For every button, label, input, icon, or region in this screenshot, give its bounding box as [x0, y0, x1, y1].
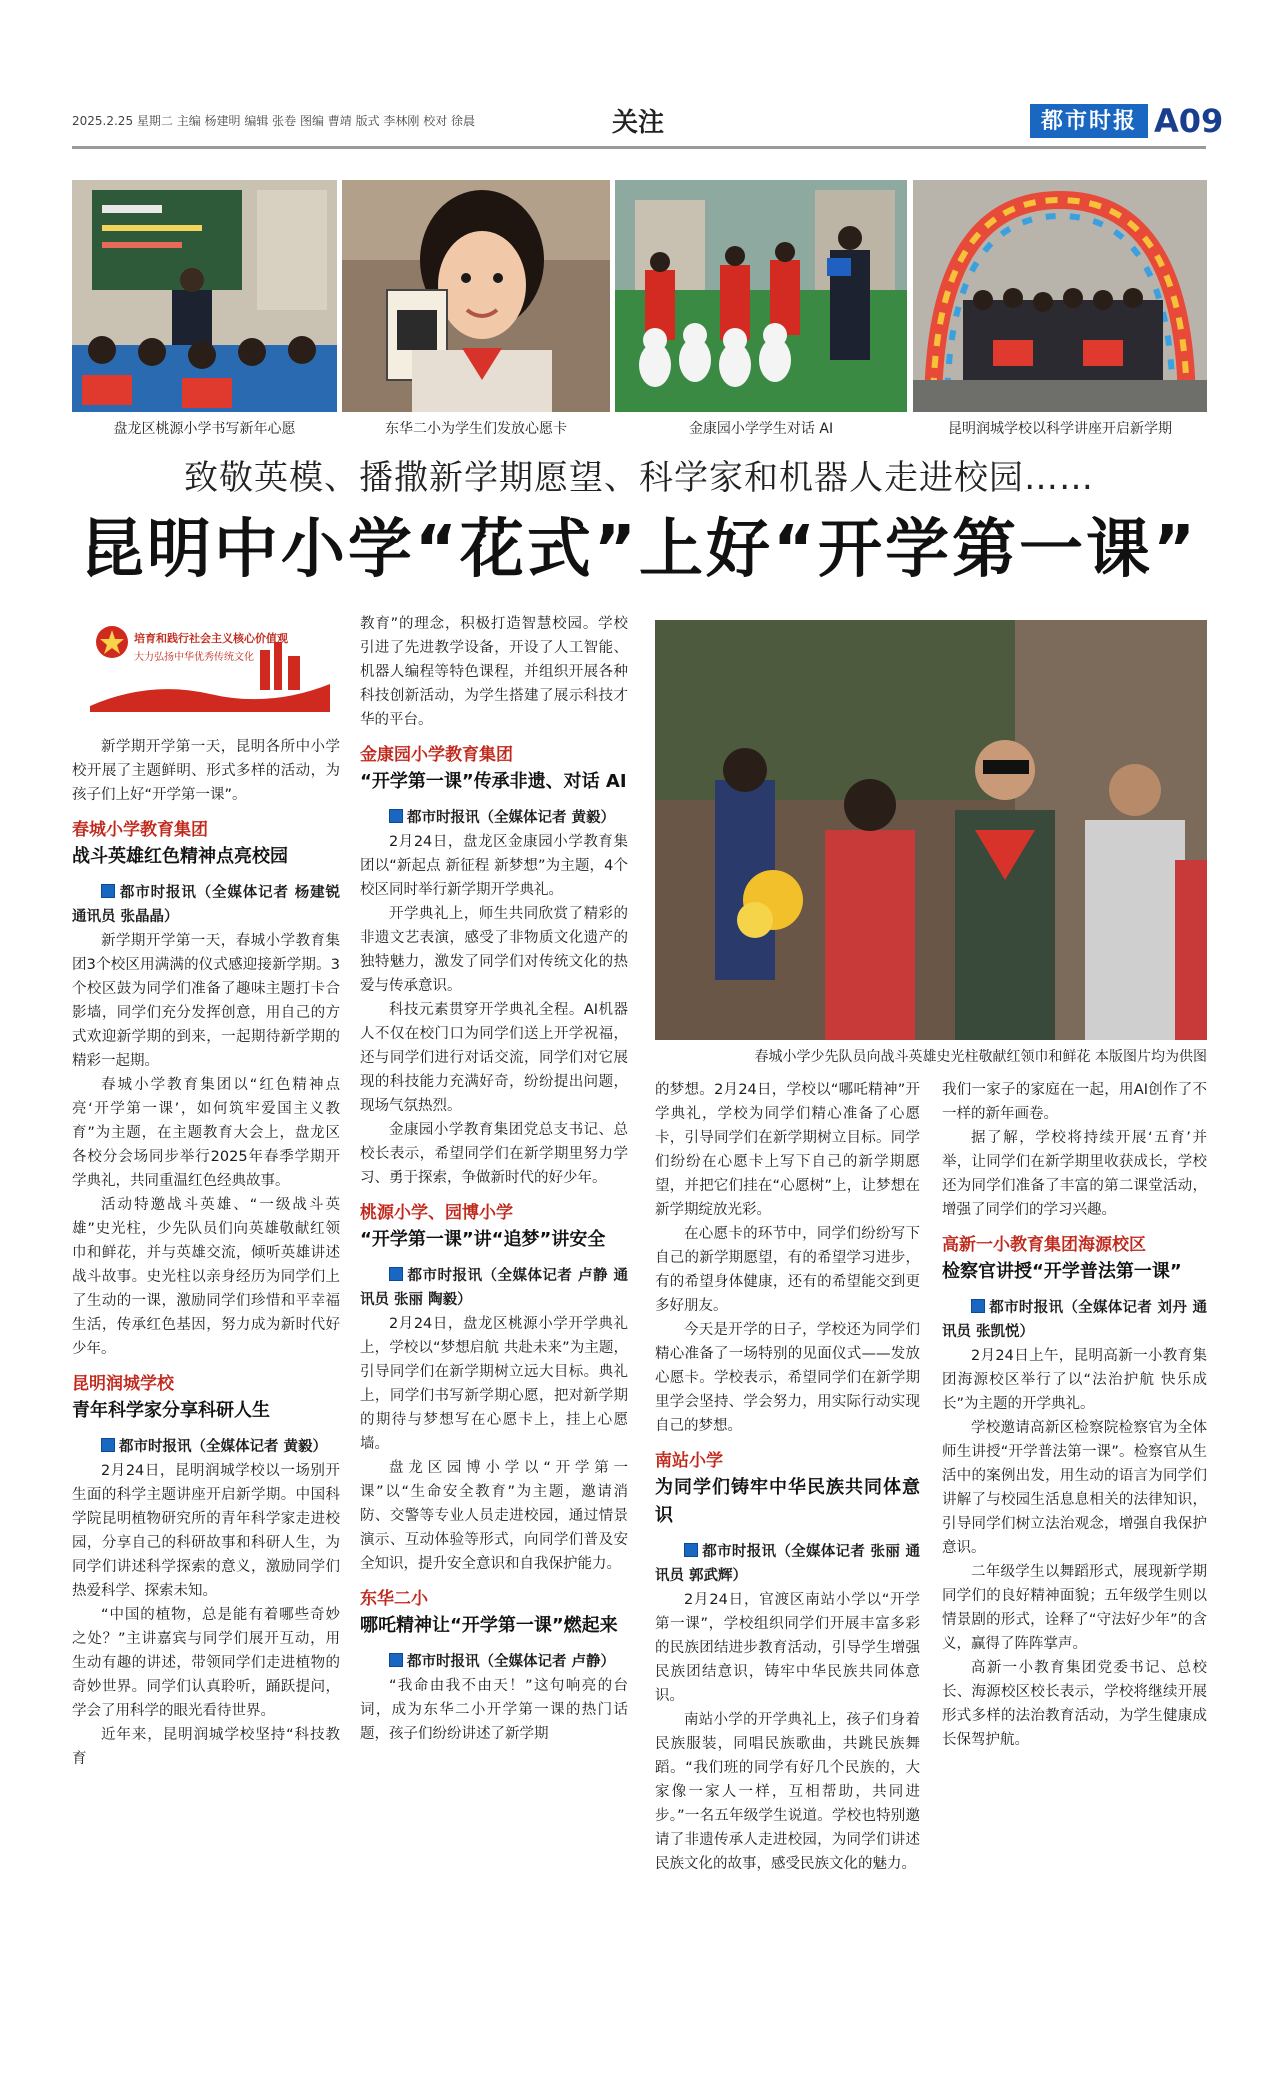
- section-school: 东华二小: [360, 1589, 428, 1609]
- photo-caption: 昆明润城学校以科学讲座开启新学期: [948, 421, 1172, 437]
- paragraph: 2月24日上午，昆明高新一小教育集团海源校区举行了以“法治护航 快乐成长”为主题的开学典礼。: [942, 1348, 1207, 1412]
- paragraph: 科技元素贯穿开学典礼全程。AI机器人不仅在校门口为同学们送上开学祝福，还与同学们进行对话交流，同学们对它展现的科技能力充满好奇，纷纷提出问题，现场气氛热烈。: [360, 1002, 628, 1114]
- newspaper-logo: [1030, 102, 1224, 140]
- photo-science-lecture: [913, 180, 1207, 412]
- section-school: 桃源小学、园博小学: [360, 1203, 513, 1223]
- byline: [360, 806, 628, 830]
- byline-text: 都市时报讯（全媒体记者 刘丹 通讯员 张凯悦）: [942, 1300, 1207, 1340]
- photo-caption: 金康园小学学生对话 AI: [688, 421, 834, 437]
- byline: [72, 881, 340, 929]
- lead-paragraph: 新学期开学第一天，昆明各所中小学校开展了主题鲜明、形式多样的活动，为孩子们上好“开学第一课”。: [72, 739, 340, 803]
- paragraph: 我们一家子的家庭在一起，用AI创作了不一样的新年画卷。: [942, 1082, 1207, 1122]
- byline: [360, 1650, 628, 1674]
- section-school: 高新一小教育集团海源校区: [942, 1235, 1146, 1255]
- photo-hero-ceremony: [655, 620, 1207, 1040]
- section-school: 昆明润城学校: [72, 1374, 174, 1394]
- byline-text: 都市时报讯（全媒体记者 卢静）: [407, 1654, 616, 1670]
- column-2: [360, 612, 628, 1746]
- paragraph: 2月24日，昆明润城学校以一场别开生面的科学主题讲座开启新学期。中国科学院昆明植物研究所的青年科学家走进校园，分享自己的科研故事和科研人生，为同学们讲述科学探索的意义，激励同学们热爱科学、探索未知。: [72, 1463, 340, 1599]
- banner-line2: 大力弘扬中华优秀传统文化: [134, 652, 254, 663]
- photo-caption: 盘龙区桃源小学书写新年心愿: [113, 421, 296, 437]
- paragraph: “中国的植物，总是能有着哪些奇妙之处？”主讲嘉宾与同学们展开互动，用生动有趣的讲述，带领同学们走进植物的奇妙世界。同学们认真聆听，踊跃提问，学会了用科学的眼光看待世界。: [72, 1607, 340, 1719]
- subtitle: 致敬英模、播撒新学期愿望、科学家和机器人走进校园……: [184, 458, 1094, 498]
- header-meta: 2025.2.25 星期二 主编 杨建明 编辑 张卷 图编 曹靖 版式 李林刚 校对 徐晨: [72, 114, 476, 128]
- section-headline: 检察官讲授“开学普法第一课”: [942, 1261, 1182, 1282]
- byline-text: 都市时报讯（全媒体记者 黄毅）: [407, 810, 616, 826]
- section-headline: “开学第一课”传承非遗、对话 AI: [360, 771, 627, 792]
- section-headline: “开学第一课”讲“追梦”讲安全: [360, 1229, 606, 1250]
- paragraph: 2月24日，官渡区南站小学以“开学第一课”，学校组织同学们开展丰富多彩的民族团结进步教育活动，引导学生增强民族团结意识，铸牢中华民族共同体意识。: [655, 1592, 920, 1704]
- headline: 昆明中小学“花式”上好“开学第一课”: [79, 513, 1199, 587]
- reporter-icon: [684, 1543, 698, 1557]
- section-headline: 为同学们铸牢中华民族共同体意识: [655, 1477, 920, 1526]
- logo-text: 都市时报: [1030, 104, 1148, 138]
- photo-caption: 东华二小为学生们发放心愿卡: [385, 421, 567, 437]
- byline: [655, 1540, 920, 1588]
- paragraph: 2月24日，盘龙区桃源小学开学典礼上，学校以“梦想启航 共赴未来”为主题，引导同学们在新学期树立远大目标。典礼上，同学们书写新学期心愿，把对新学期的期待与梦想写在心愿卡上，挂上心愿墙。: [360, 1316, 628, 1452]
- byline: [942, 1296, 1207, 1344]
- reporter-icon: [101, 1438, 115, 1452]
- paragraph: 高新一小教育集团党委书记、总校长、海源校区校长表示，学校将继续开展形式多样的法治教育活动，为学生健康成长保驾护航。: [942, 1660, 1207, 1748]
- photo-ai-robots: [615, 180, 907, 412]
- page-number: A09: [1154, 102, 1224, 140]
- column-3: [655, 1078, 920, 1876]
- paragraph: 二年级学生以舞蹈形式，展现新学期同学们的良好精神面貌；五年级学生则以情景剧的形式，诠释了“守法好少年”的含义，赢得了阵阵掌声。: [942, 1564, 1207, 1652]
- paragraph: 学校邀请高新区检察院检察官为全体师生讲授“开学普法第一课”。检察官从生活中的案例出发，用生动的语言为同学们讲解了与校园生活息息相关的法律知识，引导同学们树立法治观念，增强自我保护意识。: [942, 1420, 1207, 1556]
- core-values-banner: [90, 620, 330, 712]
- reporter-icon: [389, 809, 403, 823]
- section-school: 南站小学: [655, 1451, 723, 1471]
- section-title: 关注: [612, 108, 665, 138]
- byline-text: 都市时报讯（全媒体记者 黄毅）: [119, 1439, 328, 1455]
- paragraph: 今天是开学的日子，学校还为同学们精心准备了一场特别的见面仪式——发放心愿卡。学校表示，希望同学们在新学期里学会坚持、学会努力，用实际行动实现自己的梦想。: [655, 1322, 920, 1434]
- paragraph: 在心愿卡的环节中，同学们纷纷写下自己的新学期愿望，有的希望学习进步，有的希望身体健康，还有的希望能交到更多好朋友。: [655, 1226, 920, 1314]
- section-headline: 战斗英雄红色精神点亮校园: [72, 846, 288, 867]
- section-school: 春城小学教育集团: [72, 820, 208, 840]
- section-headline: 哪吒精神让“开学第一课”燃起来: [360, 1615, 618, 1636]
- photo-wish-card: [342, 180, 610, 412]
- banner-line1: 培育和践行社会主义核心价值观: [134, 632, 288, 645]
- byline: [72, 1435, 340, 1459]
- column-4: [942, 1078, 1207, 1752]
- paragraph: 新学期开学第一天，春城小学教育集团3个校区用满满的仪式感迎接新学期。3个校区鼓为同学们准备了趣味主题打卡合影墙，同学们充分发挥创意，用自己的方式欢迎新学期的到来，一起期待新学期的精彩一起期。: [72, 933, 340, 1069]
- paragraph: 的梦想。2月24日，学校以“哪吒精神”开学典礼，学校为同学们精心准备了心愿卡，引导同学们在新学期树立目标。同学们纷纷在心愿卡上写下自己的新学期愿望，并把它们挂在“心愿树”上，让梦想在新学期绽放光彩。: [655, 1082, 920, 1218]
- paragraph: 教育”的理念，积极打造智慧校园。学校引进了先进教学设备，开设了人工智能、机器人编程等特色课程，并组织开展各种科技创新活动，为学生搭建了展示科技才华的平台。: [360, 616, 628, 728]
- paragraph: 据了解，学校将持续开展‘五育’并举，让同学们在新学期里收获成长，学校还为同学们准备了丰富的第二课堂活动，增强了同学们的学习兴趣。: [942, 1130, 1207, 1218]
- reporter-icon: [389, 1267, 403, 1281]
- paragraph: “我命由我不由天！”这句响亮的台词，成为东华二小开学第一课的热门话题，孩子们纷纷讲述了新学期: [360, 1678, 628, 1742]
- byline-text: 都市时报讯（全媒体记者 张丽 通讯员 郭武辉）: [655, 1544, 920, 1584]
- paragraph: 开学典礼上，师生共同欣赏了精彩的非遗文艺表演，感受了非物质文化遗产的独特魅力，激发了同学们对传统文化的热爱与传承意识。: [360, 906, 628, 994]
- photo-classroom: [72, 180, 337, 412]
- page-header: [72, 100, 1224, 144]
- section-school: 金康园小学教育集团: [360, 745, 513, 765]
- paragraph: 金康园小学教育集团党总支书记、总校长表示，希望同学们在新学期里努力学习、勇于探索，争做新时代的好少年。: [360, 1122, 628, 1186]
- reporter-icon: [101, 884, 115, 898]
- hero-photo-caption: 春城小学少先队员向战斗英雄史光柱敬献红领巾和鲜花 本版图片均为供图: [754, 1049, 1207, 1065]
- byline: [360, 1264, 628, 1312]
- paragraph: 南站小学的开学典礼上，孩子们身着民族服装，同唱民族歌曲，共跳民族舞蹈。“我们班的同学有好几个民族的，大家像一家人一样，互相帮助，共同进步。”一名五年级学生说道。学校也特别邀请了非遗传承人走进校园，为同学们讲述民族文化的故事，感受民族文化的魅力。: [655, 1712, 920, 1872]
- section-headline: 青年科学家分享科研人生: [72, 1400, 270, 1421]
- column-1: [72, 735, 340, 1771]
- paragraph: 活动特邀战斗英雄、“一级战斗英雄”史光柱，少先队员们向英雄敬献红领巾和鲜花，并与英雄交流，倾听英雄讲述战斗故事。史光柱以亲身经历为同学们上了生动的一课，激励同学们珍惜和平幸福生活，传承红色基因，努力成为新时代好少年。: [72, 1197, 340, 1357]
- byline-text: 都市时报讯（全媒体记者 卢静 通讯员 张丽 陶毅）: [360, 1268, 628, 1308]
- paragraph: 盘龙区园博小学以“开学第一课”以“生命安全教育”为主题，邀请消防、交警等专业人员走进校园，通过情景演示、互动体验等形式，向同学们普及安全知识，提升安全意识和自我保护能力。: [360, 1460, 628, 1572]
- reporter-icon: [971, 1299, 985, 1313]
- paragraph: 近年来，昆明润城学校坚持“科技教育: [72, 1727, 340, 1767]
- paragraph: 春城小学教育集团以“红色精神点亮‘开学第一课’，如何筑牢爱国主义教育”为主题，在主题教育大会上，盘龙区各校分会场同步举行2025年春季学期开学典礼，共同重温红色经典故事。: [72, 1077, 340, 1189]
- paragraph: 2月24日，盘龙区金康园小学教育集团以“新起点 新征程 新梦想”为主题，4个校区同时举行新学期开学典礼。: [360, 834, 628, 898]
- byline-text: 都市时报讯（全媒体记者 杨建锐 通讯员 张晶晶）: [72, 885, 340, 925]
- reporter-icon: [389, 1653, 403, 1667]
- header-rule: [72, 146, 1206, 149]
